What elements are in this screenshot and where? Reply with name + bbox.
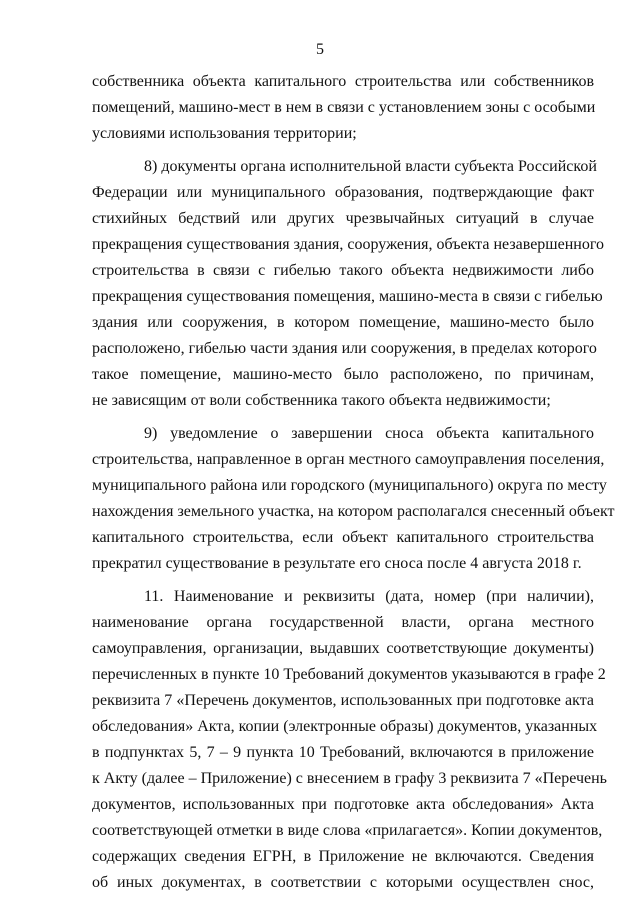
text-line: самоуправления, организации, выдавших соответствующие документы) (92, 640, 594, 657)
text-line: 11. Наименование и реквизиты (дата, номер (при наличии), (144, 588, 594, 605)
text-line: прекратил существование в результате его сноса после 4 августа 2018 г. (92, 555, 582, 572)
text-line: обследования» Акта, копии (электронные образы) документов, указанных (92, 718, 598, 735)
text-line: соответствующей отметки в виде слова «прилагается». Копии документов, (92, 822, 603, 839)
text-line: расположено, гибелью части здания или сооружения, в пределах которого (92, 340, 597, 357)
text-line: условиями использования территории; (92, 125, 357, 142)
text-line: Федерации или муниципального образования, подтверждающие факт (92, 184, 594, 201)
paragraph-continuation (92, 69, 594, 147)
text-line: документов, использованных при подготовке акта обследования» Акта (92, 796, 594, 813)
text-line: 8) документы органа исполнительной власти субъекта Российской (144, 158, 597, 175)
text-line: прекращения существования помещения, машино-места в связи с гибелью (92, 288, 603, 305)
text-line: собственника объекта капитального строительства или собственников (92, 73, 594, 90)
text-line: строительства, направленное в орган местного самоуправления поселения, (92, 451, 605, 468)
paragraph-section-11 (92, 584, 607, 896)
text-line: прекращения существования здания, сооружения, объекта незавершенного (92, 236, 605, 253)
text-line: здания или сооружения, в котором помещение, машино-место было (92, 314, 594, 331)
text-line: в подпунктах 5, 7 – 9 пункта 10 Требований, включаются в приложение (92, 744, 594, 761)
text-line: такое помещение, машино-место было расположено, по причинам, (92, 366, 594, 383)
text-line: реквизита 7 «Перечень документов, использованных при подготовке акта (92, 692, 594, 709)
text-line: содержащих сведения ЕГРН, в Приложение не включаются. Сведения (92, 848, 594, 865)
document-body (92, 69, 615, 896)
text-line: к Акту (далее – Приложение) с внесением в графу 3 реквизита 7 «Перечень (92, 770, 607, 787)
text-line: муниципального района или городского (муниципального) округа по месту (92, 477, 607, 494)
text-line: об иных документах, в соответствии с которыми осуществлен снос, (92, 874, 594, 891)
text-line: нахождения земельного участка, на котором располагался снесенный объект (92, 503, 615, 520)
text-line: наименование органа государственной власти, органа местного (92, 614, 594, 631)
text-line: помещений, машино-мест в нем в связи с установлением зоны с особыми (92, 99, 596, 116)
text-line: стихийных бедствий или других чрезвычайных ситуаций в случае (92, 210, 594, 227)
paragraph-item-9 (92, 421, 615, 577)
page-number: 5 (316, 41, 324, 58)
paragraph-item-8 (92, 154, 605, 414)
text-line: перечисленных в пункте 10 Требований документов указываются в графе 2 (92, 666, 606, 683)
text-line: не зависящим от воли собственника такого объекта недвижимости; (92, 392, 551, 409)
text-line: капитального строительства, если объект капитального строительства (92, 529, 594, 546)
text-line: 9) уведомление о завершении сноса объекта капитального (144, 425, 594, 442)
text-line: строительства в связи с гибелью такого объекта недвижимости либо (92, 262, 594, 279)
